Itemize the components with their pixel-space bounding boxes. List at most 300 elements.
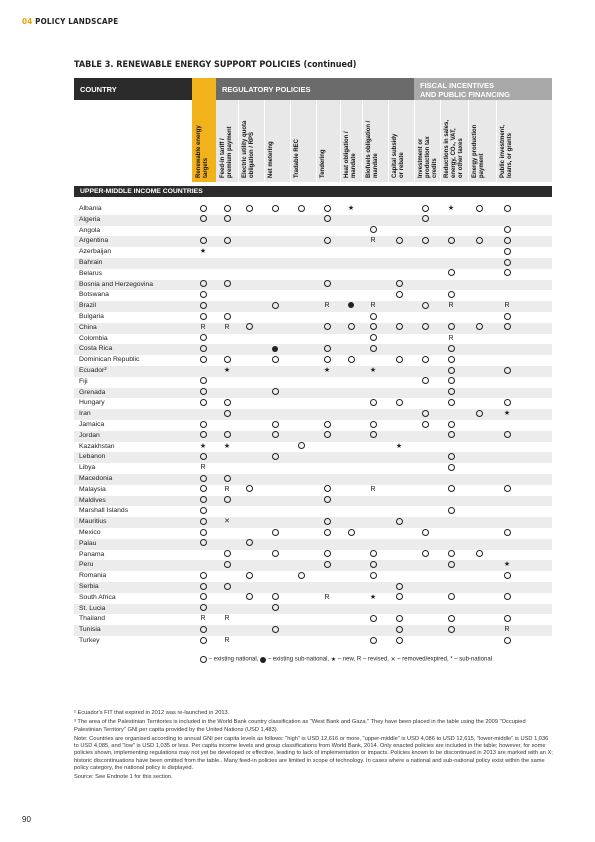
table-row xyxy=(74,398,552,409)
revised-mark: R xyxy=(370,485,376,493)
circle-icon xyxy=(448,453,455,460)
existing-subnational-icon xyxy=(264,344,286,355)
existing-national-icon xyxy=(316,280,338,291)
existing-national-icon xyxy=(316,550,338,561)
legend-revised: – revised, xyxy=(362,656,389,663)
existing-national-icon xyxy=(192,355,214,366)
existing-national-icon xyxy=(362,560,384,571)
country-name: Romania xyxy=(79,572,107,580)
table-row xyxy=(74,431,552,442)
existing-national-icon xyxy=(440,463,462,474)
existing-national-icon xyxy=(316,323,338,334)
existing-national-icon xyxy=(192,431,214,442)
existing-national-icon xyxy=(468,550,490,561)
revised-mark: R xyxy=(324,593,330,601)
existing-national-icon xyxy=(496,269,518,280)
circle-icon xyxy=(200,593,207,600)
country-name: Panama xyxy=(79,550,105,558)
existing-national-icon xyxy=(192,204,214,215)
circle-icon xyxy=(370,561,377,568)
column-divider xyxy=(362,100,363,182)
existing-national-icon xyxy=(388,582,410,593)
table-row xyxy=(74,312,552,323)
revised-mark: R xyxy=(200,464,206,472)
revised-mark: R xyxy=(224,615,230,623)
circle-icon xyxy=(200,518,207,525)
existing-national-icon xyxy=(316,485,338,496)
existing-national-icon xyxy=(264,593,286,604)
circle-icon xyxy=(324,496,331,503)
column-header: Energy production payment xyxy=(472,124,485,178)
country-name: Iran xyxy=(79,410,91,418)
circle-icon xyxy=(504,269,511,276)
existing-national-icon xyxy=(192,625,214,636)
existing-national-icon xyxy=(362,226,384,237)
table-row xyxy=(74,528,552,539)
circle-icon xyxy=(200,399,207,406)
circle-icon xyxy=(324,431,331,438)
circle-icon xyxy=(224,237,231,244)
star-icon: ★ xyxy=(447,205,455,212)
table-row xyxy=(74,301,552,312)
column-header: Heat obligation / mandate xyxy=(344,131,357,178)
star-icon: ★ xyxy=(503,561,511,569)
existing-national-icon xyxy=(238,539,260,550)
circle-icon xyxy=(448,399,455,406)
existing-national-icon xyxy=(264,528,286,539)
column-header: Tendering xyxy=(320,149,326,178)
legend-existing-national: – existing national, xyxy=(208,656,259,663)
star-icon: ★ xyxy=(223,442,231,450)
star-icon: ★ xyxy=(369,367,377,374)
existing-national-icon xyxy=(496,323,518,334)
column-divider xyxy=(316,100,317,182)
circle-icon xyxy=(200,280,207,287)
circle-icon xyxy=(246,485,253,492)
country-name: Thailand xyxy=(79,615,106,623)
existing-national-icon xyxy=(468,323,490,334)
table-row xyxy=(74,442,552,453)
country-name: Mexico xyxy=(79,529,101,536)
circle-icon xyxy=(448,388,455,395)
country-name: Colombia xyxy=(79,334,108,342)
existing-national-icon xyxy=(388,355,410,366)
existing-national-icon xyxy=(264,204,286,215)
circle-icon xyxy=(396,280,403,287)
circle-icon xyxy=(370,323,377,330)
existing-national-icon xyxy=(388,625,410,636)
circle-icon xyxy=(504,205,511,212)
circle-icon xyxy=(504,323,511,330)
existing-national-icon xyxy=(192,334,214,345)
existing-national-icon xyxy=(264,301,286,312)
circle-icon xyxy=(200,302,207,309)
country-name: Azerbaijan xyxy=(79,248,112,256)
existing-national-icon xyxy=(264,625,286,636)
existing-national-icon xyxy=(468,204,490,215)
circle-icon xyxy=(396,399,403,406)
circle-icon xyxy=(324,529,331,536)
country-name: Bosnia and Herzegovina xyxy=(79,280,154,288)
existing-national-icon xyxy=(362,571,384,582)
circle-icon xyxy=(476,410,483,417)
existing-national-icon xyxy=(414,204,436,215)
revised-mark: R xyxy=(504,626,510,634)
existing-national-icon xyxy=(316,215,338,226)
circle-icon xyxy=(370,313,377,320)
existing-national-icon xyxy=(316,344,338,355)
circle-icon xyxy=(200,496,207,503)
existing-national-icon xyxy=(340,323,362,334)
existing-national-icon xyxy=(192,420,214,431)
dot-icon xyxy=(260,657,266,663)
existing-national-icon xyxy=(316,560,338,571)
circle-icon xyxy=(200,345,207,352)
table-row xyxy=(74,247,552,258)
existing-national-icon xyxy=(496,258,518,269)
circle-icon xyxy=(448,431,455,438)
circle-icon xyxy=(324,205,331,212)
existing-national-icon xyxy=(192,344,214,355)
circle-icon xyxy=(476,550,483,557)
circle-icon xyxy=(448,356,455,363)
table-row xyxy=(74,604,552,615)
existing-national-icon xyxy=(216,204,238,215)
existing-national-icon xyxy=(192,496,214,507)
existing-national-icon xyxy=(192,571,214,582)
existing-national-icon xyxy=(216,398,238,409)
existing-national-icon xyxy=(316,204,338,215)
circle-icon xyxy=(422,323,429,330)
circle-icon xyxy=(504,367,511,374)
country-name: Marshall Islands xyxy=(79,507,129,515)
column-divider xyxy=(290,100,291,182)
circle-icon xyxy=(370,226,377,233)
star-icon: ★ xyxy=(395,442,403,450)
existing-national-icon xyxy=(192,474,214,485)
legend xyxy=(200,656,492,663)
existing-national-icon xyxy=(388,636,410,647)
existing-national-icon xyxy=(496,398,518,409)
existing-national-icon xyxy=(216,215,238,226)
existing-national-icon xyxy=(388,323,410,334)
existing-national-icon xyxy=(216,550,238,561)
existing-national-icon xyxy=(264,550,286,561)
circle-icon xyxy=(422,550,429,557)
existing-national-icon xyxy=(362,614,384,625)
column-header: Tradable REC xyxy=(294,138,300,178)
circle-icon xyxy=(396,593,403,600)
existing-national-icon xyxy=(216,409,238,420)
existing-national-icon xyxy=(362,312,384,323)
star-icon: ★ xyxy=(347,205,355,212)
circle-icon xyxy=(224,205,231,212)
section-title: POLICY LANDSCAPE xyxy=(35,17,119,26)
existing-national-icon xyxy=(496,636,518,647)
existing-national-icon xyxy=(316,236,338,247)
circle-icon xyxy=(448,485,455,492)
circle-icon xyxy=(324,421,331,428)
existing-national-icon xyxy=(192,517,214,528)
circle-icon xyxy=(370,431,377,438)
circle-icon xyxy=(504,431,511,438)
table-row xyxy=(74,420,552,431)
footnotes xyxy=(74,710,554,784)
circle-icon xyxy=(396,626,403,633)
dot-icon xyxy=(348,302,354,308)
circle-icon xyxy=(324,356,331,363)
country-name: Serbia xyxy=(79,583,99,590)
circle-icon xyxy=(324,215,331,222)
table-note: Note: Countries are organised according to annual GNI per capita levels as follows: "high" is USD 12,616 or more, "upper-middle" is USD 4,086 to USD 12,615, "lower-middle" is USD 1,036 to USD 4,085, and "low" is USD 1,035 or less. Per capita income levels and group classifications from World Bank, 2014. Only enacted policies are included in the table; however, for some policies shown, implementing regulations may not yet be developed or effective, leading to lack of implementation or impacts. Policies known to be discontinued in 2013 are marked with an X; historic discontinuations have been omitted from the table.. Many feed-in policies are limited in scope of technology. In cases where a national and sub-national policy exist within the same policy category, the national policy is displayed. xyxy=(74,735,553,772)
circle-icon xyxy=(422,421,429,428)
revised-mark: R xyxy=(200,615,206,623)
page-number: 90 xyxy=(22,815,31,824)
star-icon: ★ xyxy=(323,367,331,374)
country-name: Macedonia xyxy=(79,475,113,482)
existing-national-icon xyxy=(192,377,214,388)
existing-national-icon xyxy=(340,355,362,366)
country-name: Albania xyxy=(79,205,102,212)
footnote-3: ³ The area of the Palestinian Territories is included in the World Bank country classification as "West Bank and Gaza." They have been placed in the table using the 2009 "Occupied Palestinian Territory" GNI per capita provided by the United Nations (USD 1,483). xyxy=(74,719,526,733)
star-icon: ★ xyxy=(369,593,377,601)
circle-icon xyxy=(224,215,231,222)
existing-national-icon xyxy=(496,614,518,625)
circle-icon xyxy=(200,334,207,341)
country-name: Tunisia xyxy=(79,626,101,634)
table-row xyxy=(74,280,552,291)
circle-icon xyxy=(200,388,207,395)
circle-icon xyxy=(370,637,377,644)
circle-icon xyxy=(348,356,355,363)
existing-national-icon xyxy=(496,431,518,442)
existing-national-icon xyxy=(216,280,238,291)
existing-national-icon xyxy=(192,398,214,409)
existing-national-icon xyxy=(316,431,338,442)
table-row xyxy=(74,517,552,528)
fiscal-header-line-2: AND PUBLIC FINANCING xyxy=(420,90,510,99)
regulatory-header: REGULATORY POLICIES xyxy=(216,78,414,100)
circle-icon xyxy=(224,356,231,363)
circle-icon xyxy=(272,356,279,363)
circle-icon xyxy=(246,572,253,579)
revised-mark: R xyxy=(224,637,230,644)
existing-national-icon xyxy=(388,398,410,409)
existing-national-icon xyxy=(440,550,462,561)
existing-national-icon xyxy=(316,517,338,528)
table-row xyxy=(74,355,552,366)
existing-national-icon xyxy=(316,355,338,366)
existing-national-icon xyxy=(440,560,462,571)
table-row xyxy=(74,636,552,647)
country-name: Palau xyxy=(79,539,97,547)
circle-icon xyxy=(504,615,511,622)
circle-icon xyxy=(200,291,207,298)
circle-icon xyxy=(370,334,377,341)
table-row xyxy=(74,452,552,463)
circle-icon xyxy=(200,626,207,633)
star-icon: ★ xyxy=(330,657,337,663)
existing-national-icon xyxy=(362,550,384,561)
existing-national-icon xyxy=(238,323,260,334)
existing-national-icon xyxy=(316,528,338,539)
circle-icon xyxy=(504,399,511,406)
existing-national-icon xyxy=(414,236,436,247)
circle-icon xyxy=(448,561,455,568)
column-header: Renewable energy targets xyxy=(196,125,209,178)
circle-icon xyxy=(504,637,511,644)
country-name: Brazil xyxy=(79,302,96,310)
circle-icon xyxy=(224,313,231,320)
table-row xyxy=(74,614,552,625)
existing-national-icon xyxy=(192,215,214,226)
circle-icon xyxy=(272,626,279,633)
revised-mark: R xyxy=(504,302,510,310)
existing-national-icon xyxy=(440,625,462,636)
circle-icon xyxy=(200,637,207,644)
revised-mark: R xyxy=(448,334,454,342)
existing-national-icon xyxy=(388,236,410,247)
existing-national-icon xyxy=(496,236,518,247)
existing-national-icon xyxy=(316,420,338,431)
circle-icon xyxy=(422,302,429,309)
column-divider xyxy=(388,100,389,182)
circle-icon xyxy=(448,593,455,600)
existing-national-icon xyxy=(238,571,260,582)
existing-national-icon xyxy=(440,593,462,604)
circle-icon xyxy=(200,475,207,482)
existing-national-icon xyxy=(440,323,462,334)
table-row xyxy=(74,550,552,561)
existing-national-icon xyxy=(440,398,462,409)
table-title: TABLE 3. RENEWABLE ENERGY SUPPORT POLICIES (continued) xyxy=(74,60,357,70)
circle-icon xyxy=(272,529,279,536)
circle-icon xyxy=(448,237,455,244)
existing-national-icon xyxy=(362,420,384,431)
circle-icon xyxy=(370,421,377,428)
circle-icon xyxy=(504,572,511,579)
existing-national-icon xyxy=(264,604,286,615)
country-name: Ecuador² xyxy=(79,367,107,374)
circle-icon xyxy=(200,529,207,536)
revised-mark: R xyxy=(448,302,454,310)
circle-icon xyxy=(298,572,305,579)
column-divider xyxy=(440,100,441,182)
column-header: Net metering xyxy=(268,141,274,178)
circle-icon xyxy=(448,345,455,352)
existing-national-icon xyxy=(440,388,462,399)
existing-national-icon xyxy=(264,420,286,431)
existing-national-icon xyxy=(290,442,312,453)
column-header: Feed-in tariff / premium payment xyxy=(220,126,233,178)
circle-icon xyxy=(324,561,331,568)
revised-mark: R xyxy=(324,302,330,310)
existing-national-icon xyxy=(414,420,436,431)
column-header: Reductions in sales, energy, CO₂, VAT, or other taxes xyxy=(444,119,464,178)
existing-national-icon xyxy=(192,506,214,517)
footnote-2: ² Ecuador's FIT that expired in 2012 was re-launched in 2013. xyxy=(74,710,230,716)
circle-icon xyxy=(224,475,231,482)
existing-national-icon xyxy=(216,560,238,571)
table-row xyxy=(74,409,552,420)
table-row xyxy=(74,236,552,247)
circle-icon xyxy=(224,399,231,406)
existing-national-icon xyxy=(440,506,462,517)
existing-national-icon xyxy=(192,582,214,593)
column-header: Biofuels obligation / mandate xyxy=(366,120,379,178)
existing-national-icon xyxy=(496,528,518,539)
existing-national-icon xyxy=(216,474,238,485)
existing-national-icon xyxy=(388,614,410,625)
circle-icon xyxy=(200,237,207,244)
circle-icon xyxy=(272,431,279,438)
circle-icon xyxy=(396,356,403,363)
circle-icon xyxy=(224,431,231,438)
circle-icon xyxy=(324,550,331,557)
existing-national-icon xyxy=(340,528,362,539)
country-name: China xyxy=(79,323,97,331)
circle-icon xyxy=(272,205,279,212)
table-row xyxy=(74,204,552,215)
circle-icon xyxy=(448,626,455,633)
income-group-label: UPPER-MIDDLE INCOME COUNTRIES xyxy=(74,186,552,197)
existing-national-icon xyxy=(440,420,462,431)
circle-icon xyxy=(272,593,279,600)
country-name: Angola xyxy=(79,226,101,234)
circle-icon xyxy=(476,205,483,212)
existing-national-icon xyxy=(468,409,490,420)
table-row xyxy=(74,269,552,280)
country-name: Malaysia xyxy=(79,485,106,493)
circle-icon xyxy=(224,280,231,287)
circle-icon xyxy=(422,215,429,222)
country-name: Turkey xyxy=(79,637,100,644)
country-name: Algeria xyxy=(79,215,101,223)
table-row xyxy=(74,377,552,388)
country-name: Lebanon xyxy=(79,453,106,461)
existing-national-icon xyxy=(440,236,462,247)
revised-mark: R xyxy=(200,323,206,331)
circle-icon xyxy=(200,453,207,460)
country-name: Costa Rica xyxy=(79,345,113,353)
country-name: Bahrain xyxy=(79,259,103,266)
table-row xyxy=(74,258,552,269)
circle-icon xyxy=(504,248,511,255)
circle-icon xyxy=(200,604,207,611)
existing-national-icon xyxy=(362,334,384,345)
existing-national-icon xyxy=(192,528,214,539)
existing-national-icon xyxy=(216,355,238,366)
circle-icon xyxy=(422,205,429,212)
table-row xyxy=(74,560,552,571)
country-name: St. Lucia xyxy=(79,604,106,612)
column-header: Capital subsidy or rebate xyxy=(392,133,405,178)
circle-icon xyxy=(504,237,511,244)
existing-national-icon xyxy=(264,452,286,463)
circle-icon xyxy=(476,323,483,330)
circle-icon xyxy=(200,572,207,579)
country-header: COUNTRY xyxy=(74,78,192,100)
existing-national-icon xyxy=(440,452,462,463)
fiscal-header-line-1: FISCAL INCENTIVES xyxy=(420,81,495,90)
existing-national-icon xyxy=(192,290,214,301)
existing-national-icon xyxy=(440,614,462,625)
circle-icon xyxy=(476,237,483,244)
circle-icon xyxy=(200,421,207,428)
existing-national-icon xyxy=(362,636,384,647)
circle-icon xyxy=(272,388,279,395)
existing-national-icon xyxy=(264,388,286,399)
